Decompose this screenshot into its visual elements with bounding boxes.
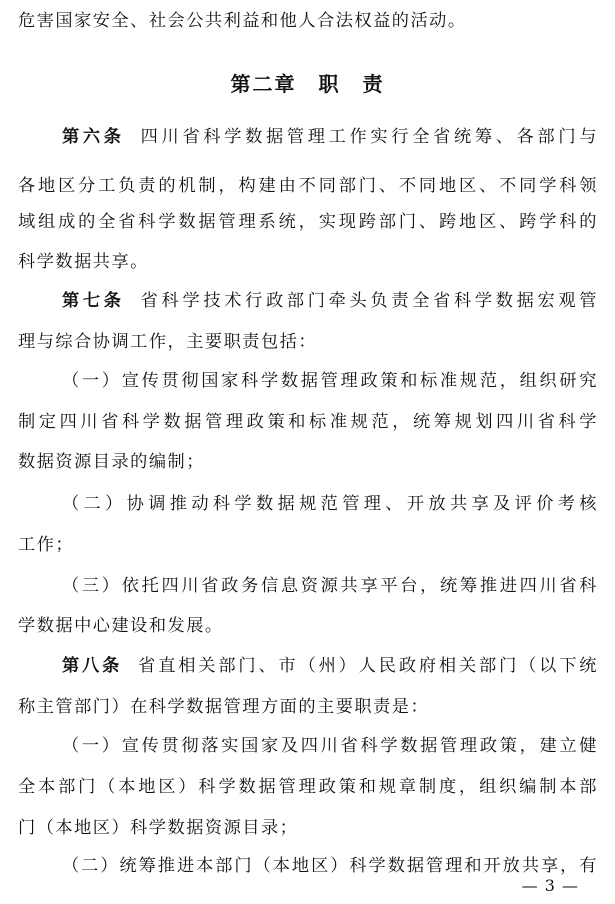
text-line: 数据资源目录的编制； [18, 452, 205, 472]
text-line: 全本部门（本地区）科学数据管理政策和规章制度，组织编制本部 [18, 777, 598, 797]
text-line: （二）协调推动科学数据规范管理、开放共享及评价考核 [62, 494, 598, 514]
article-6-label: 第六条 [62, 127, 125, 147]
text-line: 危害国家安全、社会公共利益和他人合法权益的活动。 [18, 11, 467, 31]
text-segment: 省直相关部门、市（州）人民政府相关部门（以下统 [138, 656, 598, 676]
text-line: 科学数据共享。 [18, 252, 149, 272]
article-8-label: 第八条 [62, 656, 123, 676]
text-line: （一）宣传贯彻落实国家及四川省科学数据管理政策，建立健 [62, 736, 598, 756]
text-line: 理与综合协调工作，主要职责包括： [18, 332, 318, 352]
text-line: （三）依托四川省政务信息资源共享平台，统筹推进四川省科 [62, 576, 598, 596]
article-8-line [62, 654, 598, 678]
text-line: 称主管部门）在科学数据管理方面的主要职责是： [18, 697, 430, 717]
text-line: 门（本地区）科学数据资源目录； [18, 818, 299, 838]
text-line: （二）统筹推进本部门（本地区）科学数据管理和开放共享，有 [62, 856, 598, 876]
article-6-line [62, 125, 598, 149]
text-line: 学数据中心建设和发展。 [18, 616, 224, 636]
text-line: 域组成的全省科学数据管理系统，实现跨部门、跨地区、跨学科的 [18, 212, 598, 232]
text-segment: 省科学技术行政部门牵头负责全省科学数据宏观管 [140, 291, 598, 311]
text-segment: 四川省科学数据管理工作实行全省统筹、各部门与 [140, 127, 598, 147]
text-line: 工作； [18, 535, 75, 555]
article-7-line [62, 289, 598, 313]
article-7-label: 第七条 [62, 291, 125, 311]
page-number: — 3 — [521, 876, 579, 895]
chapter-heading: 第二章 职 责 [230, 72, 385, 96]
text-line: 各地区分工负责的机制，构建由不同部门、不同地区、不同学科领 [18, 176, 598, 196]
text-line: 制定四川省科学数据管理政策和标准规范，统筹规划四川省科学 [18, 412, 598, 432]
text-line: （一）宣传贯彻国家科学数据管理政策和标准规范，组织研究 [62, 371, 598, 391]
